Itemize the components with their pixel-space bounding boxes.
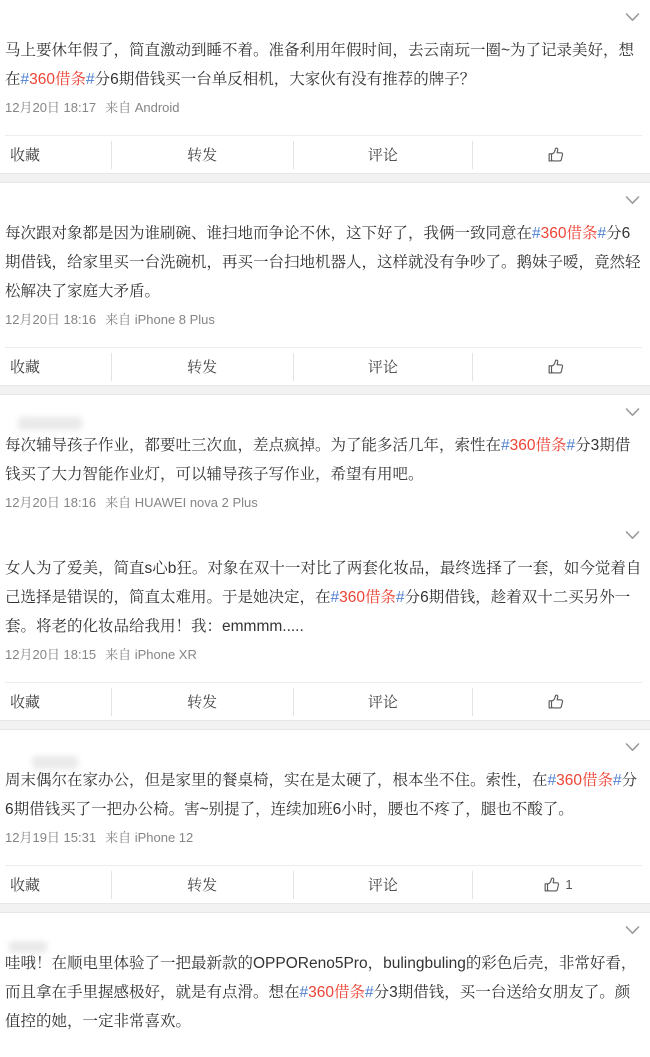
comment-label: 评论 (367, 877, 398, 894)
topic-link[interactable] (331, 589, 405, 606)
thumbs-up-icon (542, 875, 561, 894)
post-meta (5, 829, 642, 847)
post-text-after: 分3期借钱买了大力智能作业灯，可以辅导孩子写作业，希望有用吧。 (5, 437, 631, 483)
repost-button[interactable] (112, 866, 293, 903)
topic-link[interactable] (300, 984, 374, 1001)
topic-hash-close: # (613, 772, 622, 789)
like-button[interactable] (473, 683, 642, 720)
post-text-after: 分6期借钱，趁着双十二买另外一套。将老的化妆品给我用！我：emmmm..... (5, 589, 631, 635)
post-card (0, 395, 650, 512)
post-text (5, 949, 642, 1036)
topic-hash-open: # (330, 589, 340, 606)
post-text (5, 554, 642, 641)
post-card (0, 913, 650, 1036)
topic-hash-open: # (20, 71, 30, 88)
topic-link[interactable] (21, 71, 95, 88)
topic-hash-open: # (532, 225, 541, 242)
repost-label: 转发 (187, 359, 218, 376)
post-meta (5, 646, 642, 664)
topic-link[interactable] (501, 437, 575, 454)
repost-button[interactable] (112, 683, 293, 720)
topic-link[interactable] (548, 772, 622, 789)
thumbs-up-icon (546, 357, 565, 376)
post-source[interactable]: 来自 iPhone 12 (105, 830, 194, 845)
post-card (0, 183, 650, 385)
post-text-after: 分6期借钱买一台单反相机，大家伙有没有推荐的牌子？ (94, 71, 476, 88)
comment-button[interactable] (294, 866, 472, 903)
like-button[interactable] (473, 136, 642, 173)
post-meta (5, 494, 642, 512)
comment-label: 评论 (367, 359, 398, 376)
like-button[interactable] (473, 866, 642, 903)
post-card (0, 730, 650, 903)
favorite-label: 收藏 (10, 877, 41, 894)
topic-hash-open: # (501, 437, 510, 454)
like-button[interactable] (473, 348, 642, 385)
comment-button[interactable] (294, 136, 472, 173)
post-source[interactable]: 来自 Android (105, 100, 180, 115)
post-text-before: 马上要休年假了，简直激动到睡不着。准备利用年假时间，去云南玩一圈~为了记录美好，想在 (5, 42, 635, 88)
post-text-after: 分3期借钱，买一台送给女朋友了。颜值控的她，一定非常喜欢。 (5, 984, 631, 1030)
topic-keyword: 360借条 (339, 589, 397, 606)
topic-hash-close: # (396, 589, 405, 606)
post-meta (5, 99, 642, 117)
topic-link[interactable] (532, 225, 606, 242)
topic-hash-open: # (299, 984, 309, 1001)
post-card (0, 0, 650, 173)
post-time: 12月20日 18:16 (5, 312, 97, 327)
post-text-before: 周末偶尔在家办公，但是家里的餐桌椅，实在是太硬了，根本坐不住。索性，在 (5, 772, 548, 789)
topic-hash-close: # (365, 984, 374, 1001)
favorite-label: 收藏 (10, 359, 41, 376)
post-text-before: 每次跟对象都是因为谁刷碗、谁扫地而争论不休，这下好了，我俩一致同意在 (5, 225, 533, 242)
thumbs-up-icon (546, 692, 565, 711)
post-card (0, 518, 650, 720)
post-time: 12月19日 15:31 (5, 830, 97, 845)
topic-hash-close: # (86, 71, 95, 88)
favorite-button[interactable] (5, 136, 111, 173)
card-divider (0, 173, 650, 183)
post-action-bar (5, 865, 642, 903)
post-action-bar (5, 347, 642, 385)
post-action-bar (5, 682, 642, 720)
repost-label: 转发 (187, 147, 218, 164)
post-text (5, 766, 642, 824)
comment-button[interactable] (294, 348, 472, 385)
comment-button[interactable] (294, 683, 472, 720)
favorite-label: 收藏 (10, 694, 41, 711)
post-text (5, 219, 642, 306)
chevron-down-icon[interactable] (623, 405, 641, 419)
post-source[interactable]: 来自 iPhone XR (105, 647, 197, 662)
post-text-before: 女人为了爱美，简直s心b狂。对象在双十一对比了两套化妆品，最终选择了一套，如今觉着自己选择是错误的，简直太难用。于是她决定，在 (5, 560, 642, 606)
topic-keyword: 360借条 (509, 437, 567, 454)
comment-label: 评论 (367, 694, 398, 711)
post-meta (5, 311, 642, 329)
repost-label: 转发 (187, 694, 218, 711)
chevron-down-icon[interactable] (623, 528, 641, 542)
favorite-label: 收藏 (10, 147, 41, 164)
topic-hash-open: # (547, 772, 557, 789)
repost-button[interactable] (112, 348, 293, 385)
post-text-before: 哇哦！在顺电里体验了一把最新款的OPPOReno5Pro，bulingbuling的彩色后壳，非常好看，而且拿在手里握感极好，就是有点滑。想在 (5, 955, 637, 1001)
card-divider (0, 720, 650, 730)
comment-label: 评论 (367, 147, 398, 164)
card-divider (0, 903, 650, 913)
favorite-button[interactable] (5, 348, 111, 385)
post-source[interactable]: 来自 iPhone 8 Plus (105, 312, 215, 327)
topic-hash-close: # (566, 437, 576, 454)
chevron-down-icon[interactable] (623, 10, 641, 24)
repost-button[interactable] (112, 136, 293, 173)
post-text-before: 每次辅导孩子作业，都要吐三次血，差点疯掉。为了能多活几年，索性在 (5, 437, 502, 454)
topic-keyword: 360借条 (556, 772, 614, 789)
thumbs-up-icon (546, 145, 565, 164)
repost-label: 转发 (187, 877, 218, 894)
post-text-after: 分6期借钱买了一把办公椅。害~别提了，连续加班6小时，腰也不疼了，腿也不酸了。 (5, 772, 638, 818)
topic-keyword: 360借条 (308, 984, 366, 1001)
chevron-down-icon[interactable] (623, 740, 641, 754)
post-time: 12月20日 18:17 (5, 100, 97, 115)
topic-hash-close: # (597, 225, 607, 242)
card-divider (0, 385, 650, 395)
topic-keyword: 360借条 (29, 71, 87, 88)
favorite-button[interactable] (5, 683, 111, 720)
post-text (5, 431, 642, 489)
post-time: 12月20日 18:15 (5, 647, 97, 662)
favorite-button[interactable] (5, 866, 111, 903)
chevron-down-icon[interactable] (623, 923, 641, 937)
post-time: 12月20日 18:16 (5, 495, 97, 510)
post-text-after: 分6期借钱，给家里买一台洗碗机，再买一台扫地机器人，这样就没有争吵了。鹅妹子嗳，竟然轻松解决了家庭大矛盾。 (5, 225, 641, 300)
post-source[interactable]: 来自 HUAWEI nova 2 Plus (105, 495, 258, 510)
chevron-down-icon[interactable] (623, 193, 641, 207)
post-action-bar (5, 135, 642, 173)
blurred-username (18, 417, 82, 430)
like-count: 1 (565, 877, 573, 892)
topic-keyword: 360借条 (540, 225, 598, 242)
post-text (5, 36, 642, 94)
